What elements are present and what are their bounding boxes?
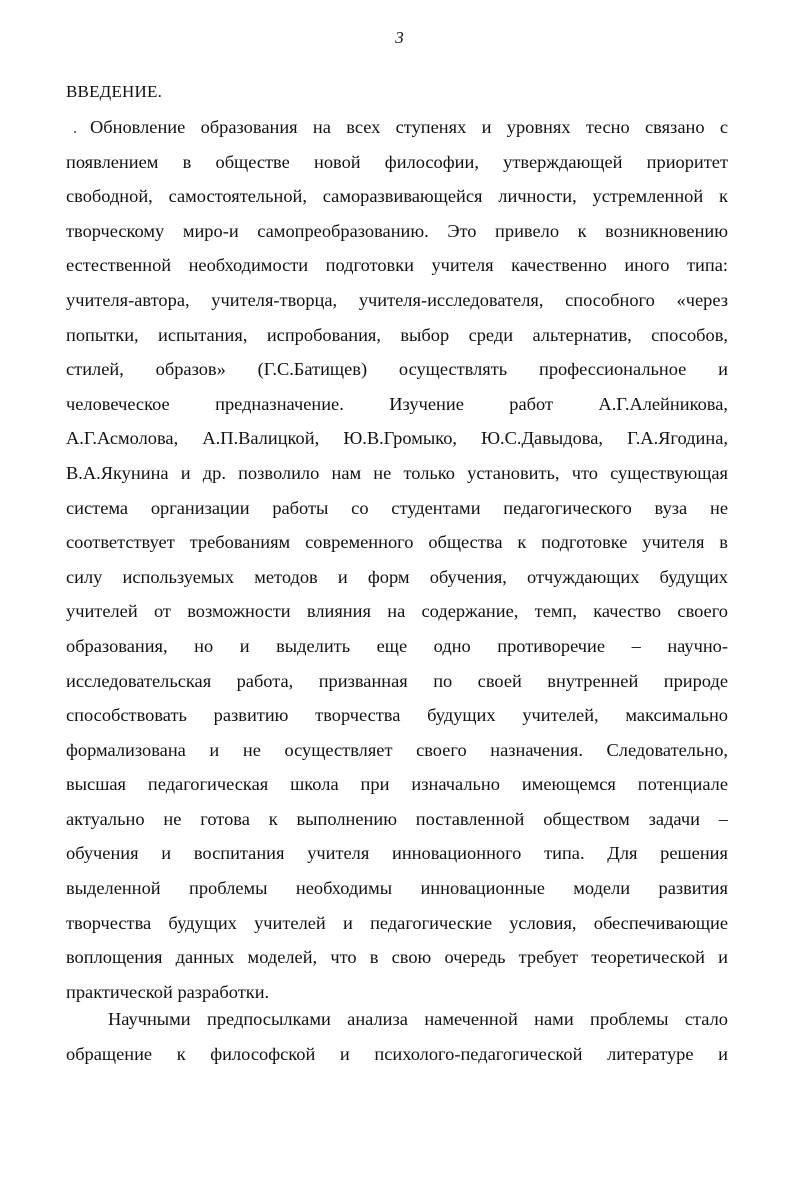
text-line: исследовательская работа, призванная по своей внутренней природе	[66, 670, 728, 691]
text-line: актуально не готова к выполнению поставленной обществом задачи –	[66, 808, 728, 829]
paragraph-1	[66, 110, 728, 1009]
text-line: формализована и не осуществляет своего назначения. Следовательно,	[66, 739, 728, 760]
text-line: стилей, образов» (Г.С.Батищев) осуществлять профессиональное и	[66, 359, 728, 380]
text-line: обращение к философской и психолого-педагогической литературе и	[66, 1043, 728, 1064]
text-line: Научными предпосылками анализа намеченной нами проблемы стало	[108, 1009, 728, 1029]
text-line: творчества будущих учителей и педагогические условия, обеспечивающие	[66, 912, 728, 933]
text-line: В.А.Якунина и др. позволило нам не только установить, что существующая	[66, 462, 728, 483]
text-line: система организации работы со студентами педагогического вуза не	[66, 497, 728, 518]
text-line: человеческое предназначение. Изучение работ А.Г.Алейникова,	[66, 393, 728, 414]
text-line: выделенной проблемы необходимы инновационные модели развития	[66, 878, 728, 899]
text-line: естественной необходимости подготовки учителя качественно иного типа:	[66, 255, 728, 276]
text-line: Обновление образования на всех ступенях и уровнях тесно связано с	[90, 117, 728, 137]
text-line: учителя-автора, учителя-творца, учителя-исследователя, способного «через	[66, 289, 728, 310]
text-line: воплощения данных моделей, что в свою очередь требует теоретической и	[66, 947, 728, 968]
text-line: практической разработки.	[66, 981, 270, 1002]
text-line: образования, но и выделить еще одно противоречие – научно-	[66, 635, 728, 656]
text-line: свободной, самостоятельной, саморазвивающейся личности, устремленной к	[66, 186, 728, 207]
text-line: творческому миро-и самопреобразованию. Это привело к возникновению	[66, 220, 728, 241]
text-line: А.Г.Асмолова, А.П.Валицкой, Ю.В.Громыко, Ю.С.Давыдова, Г.А.Ягодина,	[66, 428, 728, 449]
paragraph-2	[66, 1002, 728, 1071]
text-line: появлением в обществе новой философии, утверждающей приоритет	[66, 151, 728, 172]
page-number: 3	[395, 28, 404, 47]
text-line: силу используемых методов и форм обучения, отчуждающих будущих	[66, 566, 728, 587]
section-heading: ВВЕДЕНИЕ.	[66, 82, 163, 101]
text-line: способствовать развитию творчества будущих учителей, максимально	[66, 705, 728, 726]
text-line: соответствует требованиям современного общества к подготовке учителя в	[66, 532, 728, 553]
text-line: учителей от возможности влияния на содержание, темп, качество своего	[66, 601, 728, 622]
text-line: высшая педагогическая школа при изначально имеющемся потенциале	[66, 774, 728, 795]
text-line: попытки, испытания, испробования, выбор среди альтернатив, способов,	[66, 324, 728, 345]
text-line: обучения и воспитания учителя инновационного типа. Для решения	[66, 843, 728, 864]
